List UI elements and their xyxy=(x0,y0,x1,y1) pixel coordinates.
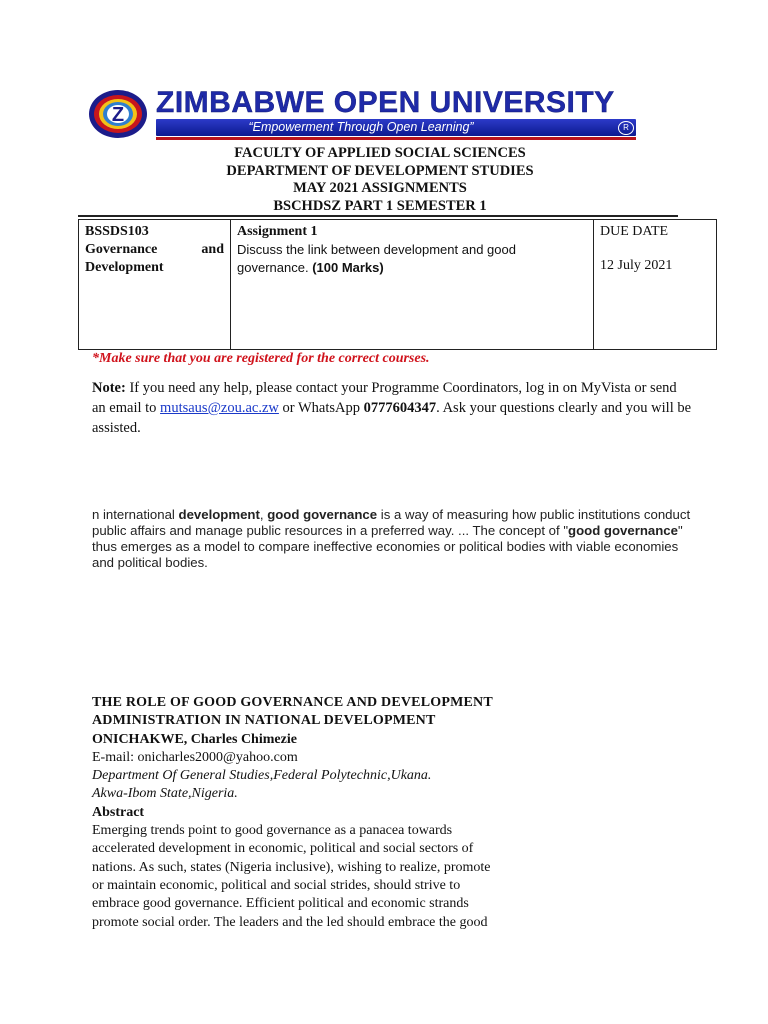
whatsapp-number: 0777604347 xyxy=(363,400,437,416)
registered-mark-icon: R xyxy=(618,121,634,135)
abstract-line: or maintain economic, political and social strides, should strive to xyxy=(92,877,461,893)
assignment-table xyxy=(78,219,717,350)
svg-text:Z: Z xyxy=(111,104,125,126)
abstract-heading: Abstract xyxy=(92,804,145,820)
tagline-rule xyxy=(156,137,636,140)
university-tagline: “Empowerment Through Open Learning” xyxy=(248,120,474,134)
assignment-cell xyxy=(231,220,594,350)
university-name: ZIMBABWE OPEN UNIVERSITY xyxy=(156,86,615,119)
due-date-cell xyxy=(594,220,717,350)
abstract-line: nations. As such, states (Nigeria inclusive), wishing to realize, promote xyxy=(92,859,491,875)
university-logo xyxy=(88,86,648,144)
author-email: E-mail: onicharles2000@yahoo.com xyxy=(92,749,298,765)
faculty-heading: FACULTY OF APPLIED SOCIAL SCIENCES xyxy=(234,145,526,161)
article-author: ONICHAKWE, Charles Chimezie xyxy=(92,731,297,747)
assignment-question: Discuss the link between development and good governance. (100 Marks) xyxy=(237,242,516,275)
zou-emblem-icon xyxy=(88,88,150,140)
department-heading: DEPARTMENT OF DEVELOPMENT STUDIES xyxy=(226,162,534,179)
course-name-line1: Governance and xyxy=(85,242,224,257)
help-note: Note: If you need any help, please contact your Programme Coordinators, log in on MyVista or send an email to mutsaus@zou.ac.zw or WhatsApp 0777604347. Ask your questions clearly and you will be assisted. xyxy=(92,380,692,436)
support-email-link[interactable]: mutsaus@zou.ac.zw xyxy=(160,400,279,416)
assignments-heading: MAY 2021 ASSIGNMENTS xyxy=(293,180,467,196)
abstract-line: embrace good governance. Efficient political and economic strands xyxy=(92,896,469,912)
programme-heading: BSCHDSZ PART 1 SEMESTER 1 xyxy=(273,197,487,214)
course-cell xyxy=(79,220,231,350)
article-title-line1: THE ROLE OF GOOD GOVERNANCE AND DEVELOPMENT xyxy=(92,695,493,710)
due-date-value: 12 July 2021 xyxy=(600,258,673,273)
author-location: Akwa-Ibom State,Nigeria. xyxy=(92,786,238,802)
table-row xyxy=(79,220,717,350)
author-department: Department Of General Studies,Federal Polytechnic,Ukana. xyxy=(92,768,432,784)
course-name-line2: Development xyxy=(85,260,164,275)
note-label: Note: xyxy=(92,380,126,396)
due-date-label: DUE DATE xyxy=(600,224,669,239)
governance-definition-paragraph: n international development, good governance is a way of measuring how public institutions conduct public affairs and manage public resources in a preferred way. ... The concept of "good governance" thus emerges as a model to compare ineffective economies or political bodies with viable economies and political bodies. xyxy=(92,507,691,570)
document-headings xyxy=(120,145,640,215)
abstract-line: accelerated development in economic, political and social sectors of xyxy=(92,841,474,857)
table-top-rule xyxy=(78,215,678,217)
article-excerpt xyxy=(92,694,692,932)
registration-warning: *Make sure that you are registered for the correct courses. xyxy=(92,351,430,366)
course-code: BSSDS103 xyxy=(85,224,149,239)
article-title-line2: ADMINISTRATION IN NATIONAL DEVELOPMENT xyxy=(92,713,436,729)
assignment-title: Assignment 1 xyxy=(237,224,318,239)
abstract-line: promote social order. The leaders and the led should embrace the good xyxy=(92,914,488,930)
abstract-line: Emerging trends point to good governance as a panacea towards xyxy=(92,823,453,839)
